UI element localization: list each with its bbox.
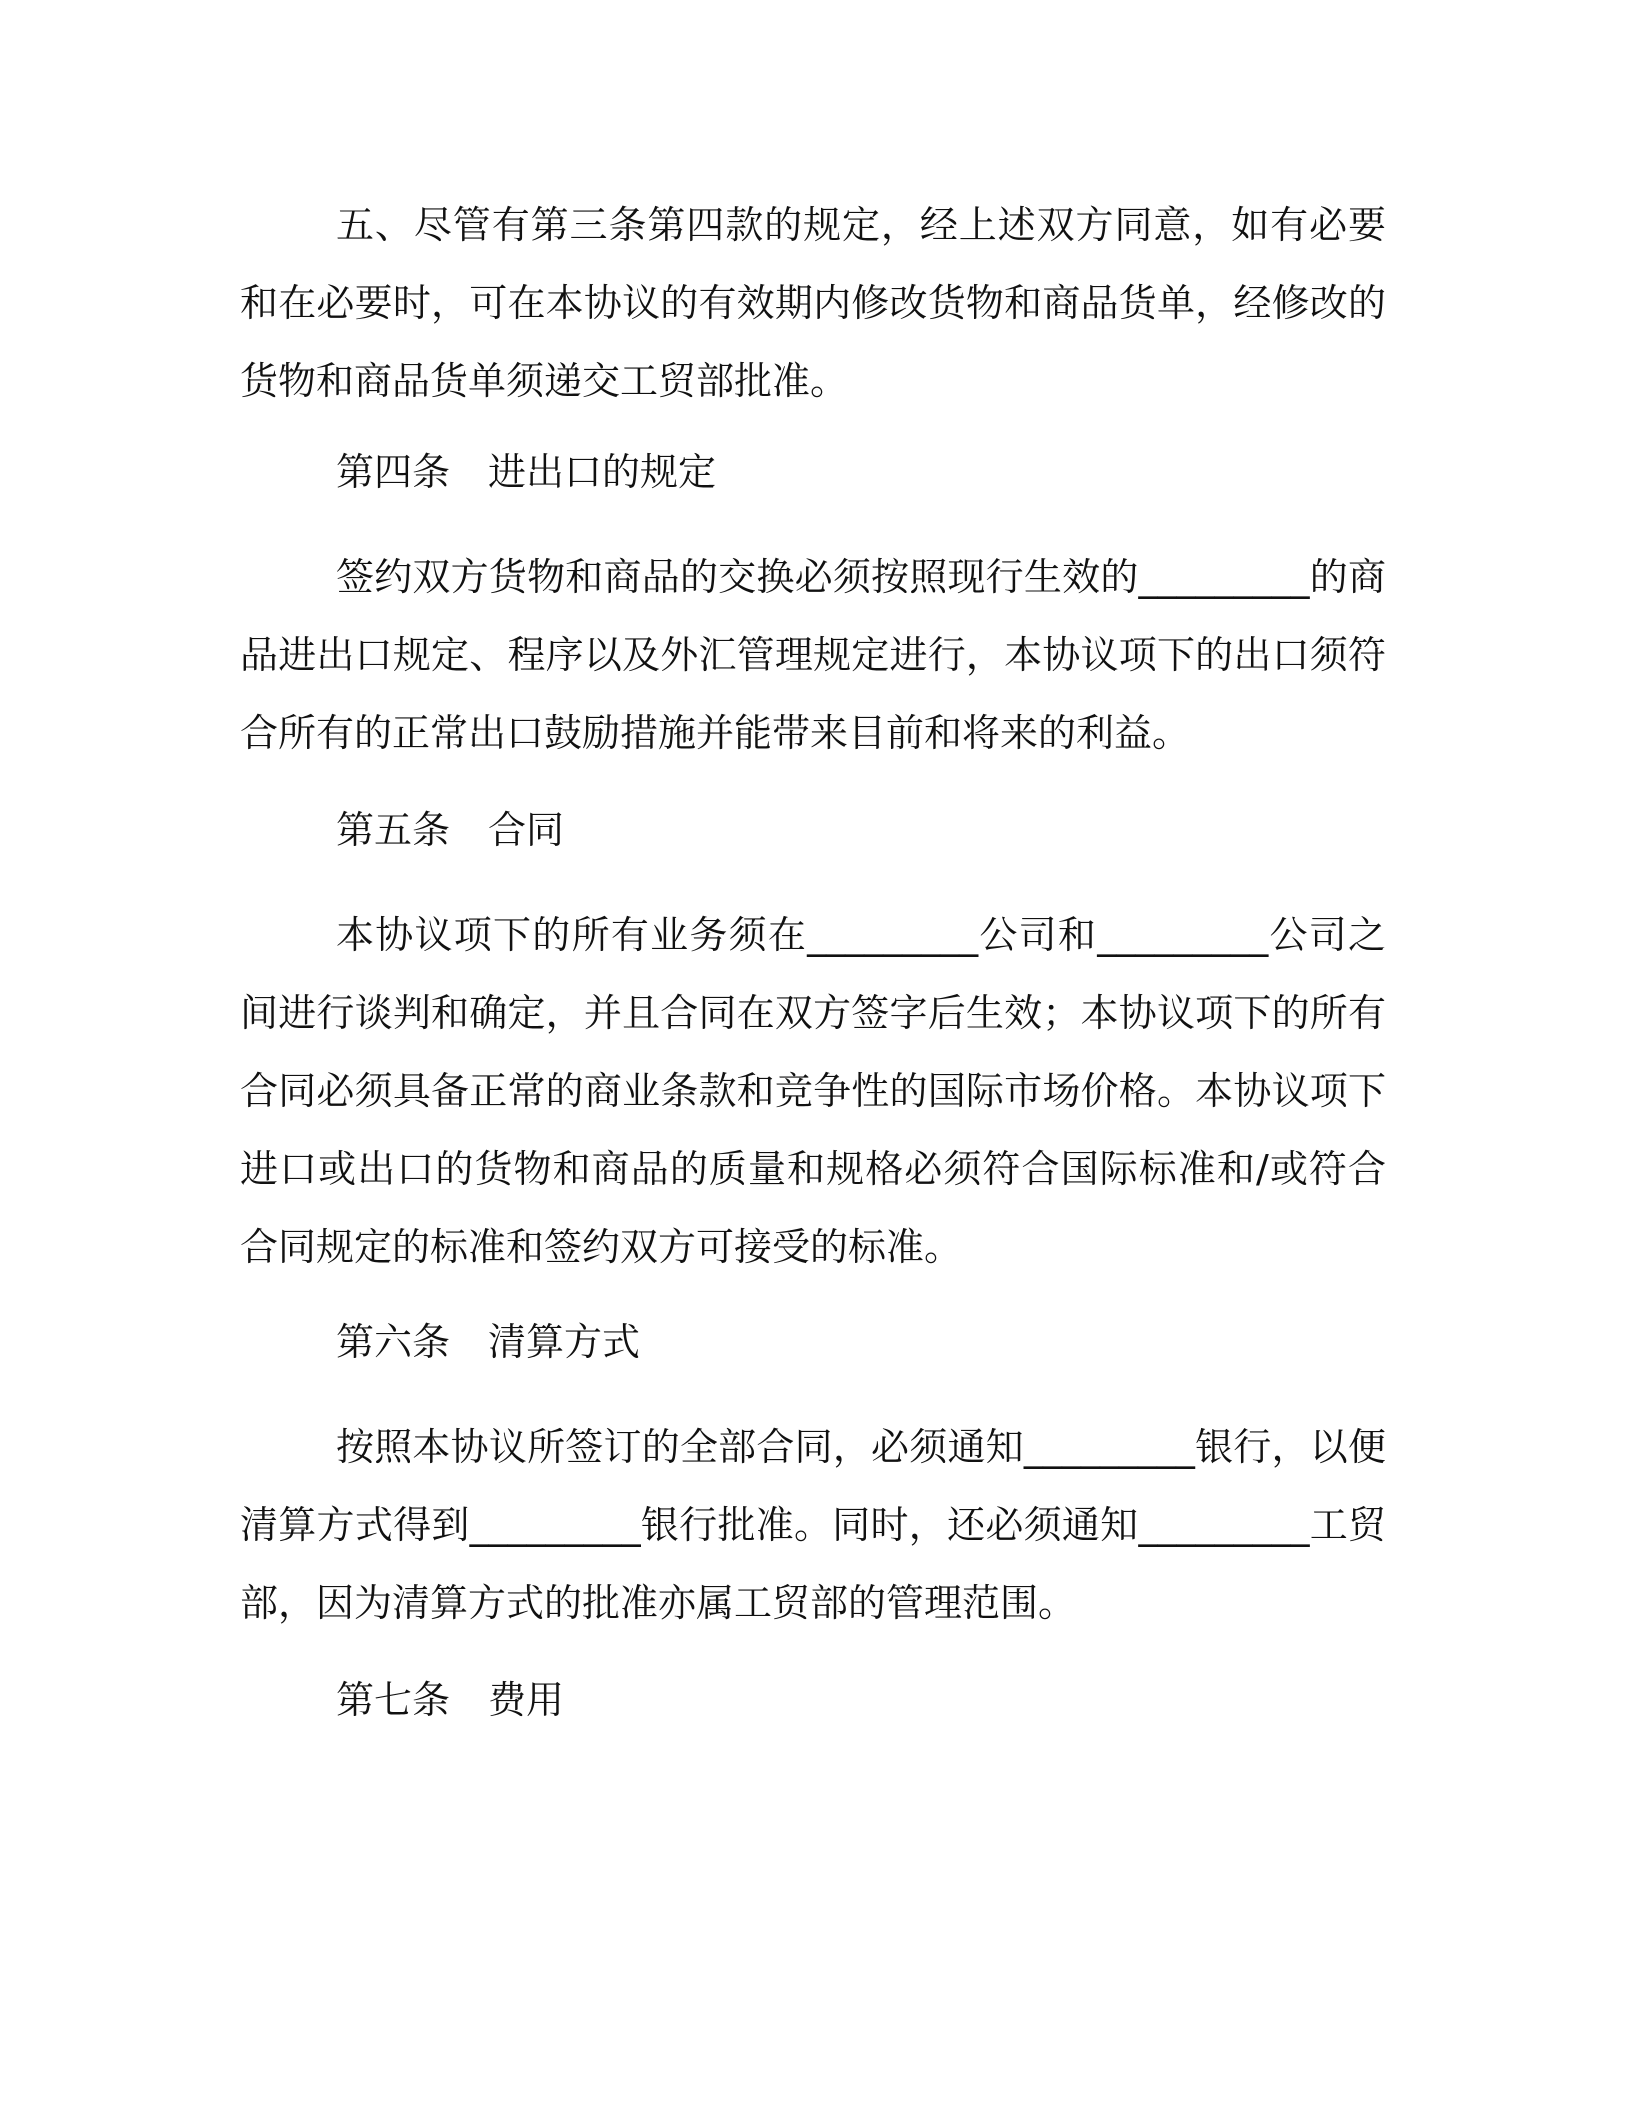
- article-4-number: 第四条: [336, 450, 451, 494]
- article-7-heading: [336, 1670, 564, 1730]
- article-5-body: 本协议项下的所有业务须在_________公司和_________公司之间进行谈判和确定，并且合同在双方签字后生效；本协议项下的所有合同必须具备正常的商业条款和竞争性的国际市场价格。本协议项下进口或出口的货物和商品的质量和规格必须符合国际标准和/或符合合同规定的标准和签约双方可接受的标准。: [240, 913, 1386, 1269]
- article-4-heading: [336, 442, 716, 502]
- article-7-title: 费用: [488, 1678, 565, 1722]
- article-5-title: 合同: [488, 808, 565, 852]
- article-7-number: 第七条: [336, 1678, 451, 1722]
- article-5-heading: [336, 800, 564, 860]
- article-6-title: 清算方式: [488, 1320, 641, 1364]
- article-6-heading: [336, 1312, 640, 1372]
- article-5-number: 第五条: [336, 808, 451, 852]
- article-4-body: 签约双方货物和商品的交换必须按照现行生效的_________的商品进出口规定、程序以及外汇管理规定进行，本协议项下的出口须符合所有的正常出口鼓励措施并能带来目前和将来的利益。: [240, 555, 1386, 755]
- article-4-title: 进出口的规定: [488, 450, 717, 494]
- article-6-body: 按照本协议所签订的全部合同，必须通知_________银行，以便清算方式得到_________银行批准。同时，还必须通知_________工贸部，因为清算方式的批准亦属工贸部的管理范围。: [240, 1425, 1386, 1625]
- article-6-number: 第六条: [336, 1320, 451, 1364]
- clause-5-paragraph: 五、尽管有第三条第四款的规定，经上述双方同意，如有必要和在必要时，可在本协议的有效期内修改货物和商品货单，经修改的货物和商品货单须递交工贸部批准。: [240, 203, 1386, 403]
